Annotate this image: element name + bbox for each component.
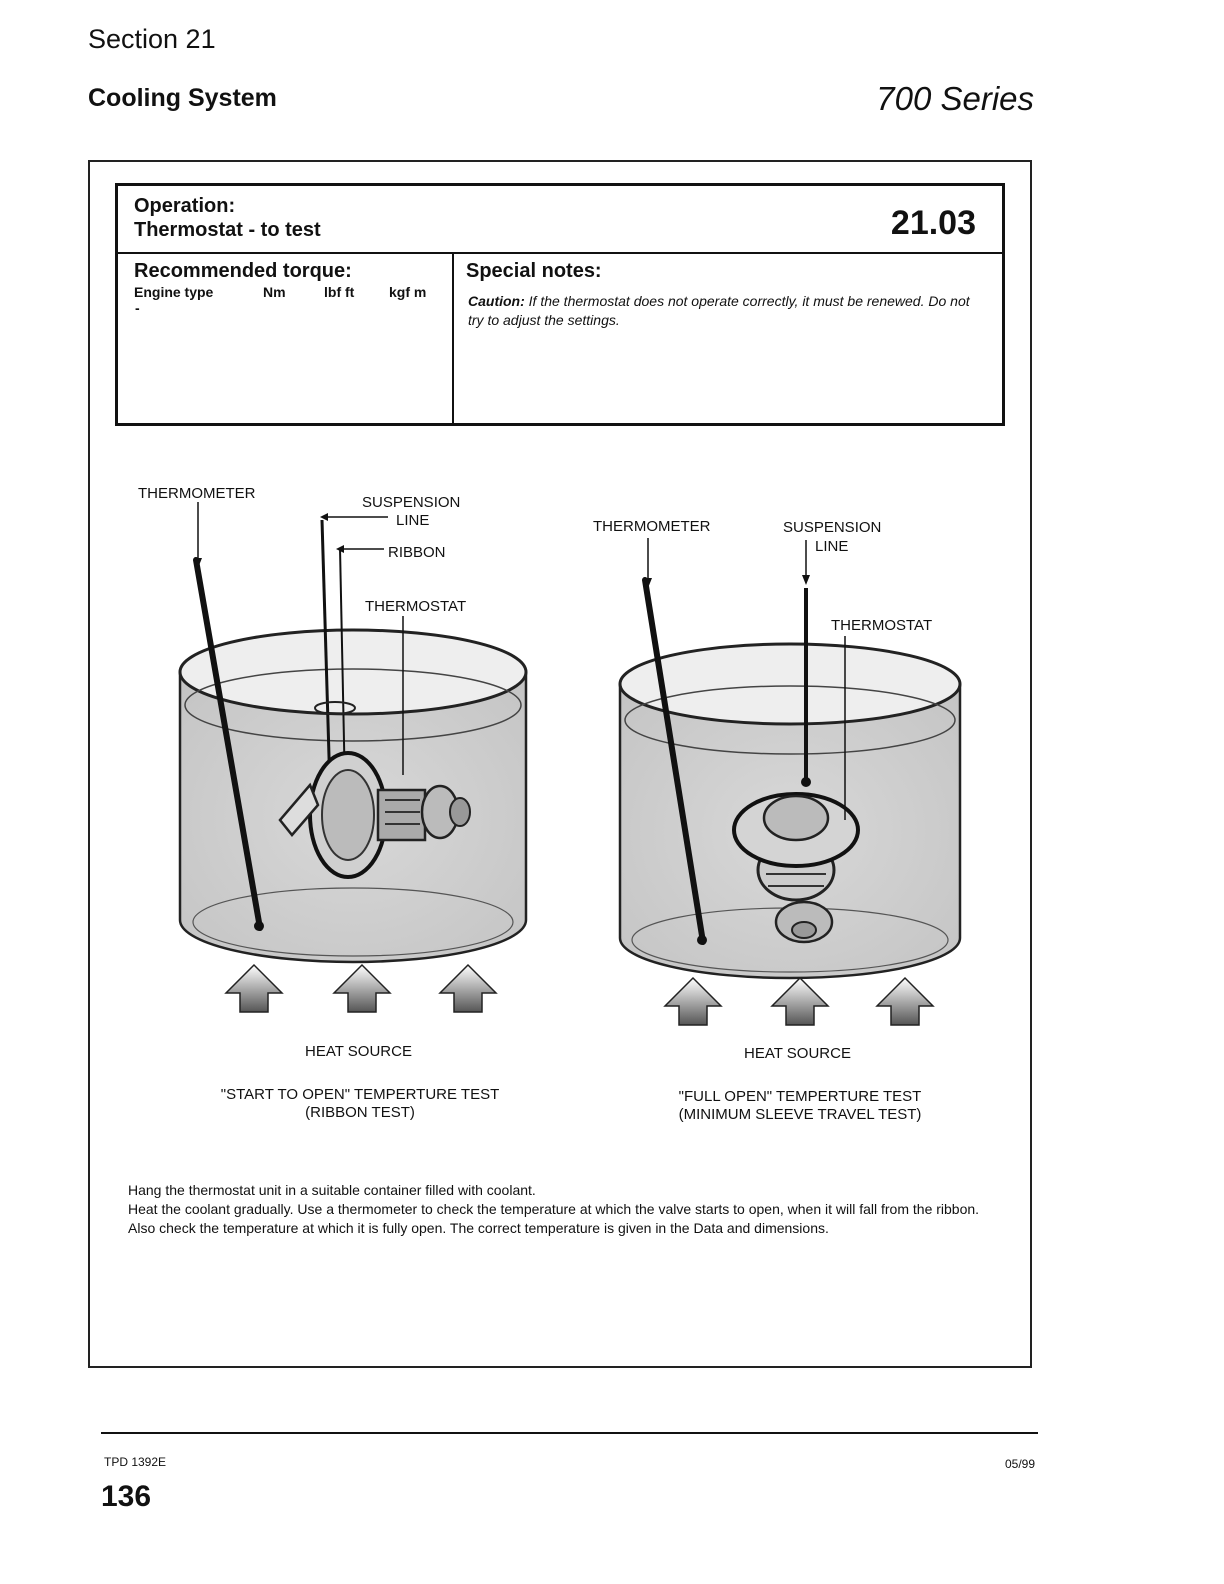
page-number: 136 [101, 1480, 152, 1513]
torque-col-engine-type: Engine type [134, 284, 214, 300]
left-label-line: LINE [396, 512, 430, 529]
right-label-suspension: SUSPENSION [783, 519, 882, 536]
doc-code: TPD 1392E [104, 1455, 167, 1469]
torque-row-value: - [135, 300, 140, 316]
instructions-line2: Heat the coolant gradually. Use a thermometer to check the temperature at which the valve starts to open, when it will fall from the ribbon. Also check the temperature at which it is fully open. The correct temperature is given in the Data and dimensions. [128, 1201, 980, 1236]
doc-date: 05/99 [1005, 1457, 1036, 1471]
right-heat-arrows [665, 978, 933, 1025]
operation-title: Thermostat - to test [134, 219, 321, 241]
right-container-rim [620, 644, 960, 724]
right-label-line: LINE [815, 538, 849, 555]
left-label-ribbon: RIBBON [388, 544, 446, 561]
torque-col-kgfm: kgf m [389, 284, 427, 300]
series-title: 700 Series [876, 80, 1034, 117]
instructions-text [128, 1181, 1008, 1238]
operation-label: Operation: [134, 195, 236, 217]
right-test-figure [620, 538, 960, 1025]
operation-number: 21.03 [890, 204, 976, 242]
left-heat-arrows [226, 965, 496, 1012]
right-label-thermostat: THERMOSTAT [831, 617, 933, 634]
left-container-rim [180, 630, 526, 714]
right-label-heat-source: HEAT SOURCE [744, 1045, 851, 1062]
right-caption-line2: (MINIMUM SLEEVE TRAVEL TEST) [678, 1106, 922, 1123]
left-test-figure [180, 502, 526, 1012]
chapter-title: Cooling System [88, 84, 277, 112]
footer-rule [101, 1432, 1038, 1434]
left-label-thermometer: THERMOMETER [138, 485, 256, 502]
left-caption-line2: (RIBBON TEST) [305, 1104, 415, 1121]
instructions-line1: Hang the thermostat unit in a suitable container filled with coolant. [128, 1182, 536, 1198]
left-label-thermostat: THERMOSTAT [365, 598, 467, 615]
right-caption-line1: "FULL OPEN" TEMPERTURE TEST [678, 1088, 922, 1105]
right-label-thermometer: THERMOMETER [593, 518, 711, 535]
left-label-heat-source: HEAT SOURCE [305, 1043, 412, 1060]
left-caption [208, 1086, 512, 1122]
left-label-suspension: SUSPENSION [362, 494, 461, 511]
torque-title: Recommended torque: [134, 260, 352, 282]
caution-label: Caution: [468, 293, 525, 309]
right-caption [672, 1088, 928, 1124]
section-heading: Section 21 [88, 24, 216, 54]
left-caption-line1: "START TO OPEN" TEMPERTURE TEST [220, 1086, 500, 1103]
special-notes-title: Special notes: [466, 260, 602, 282]
torque-col-lbfft: lbf ft [324, 284, 355, 300]
torque-col-nm: Nm [263, 284, 286, 300]
caution-text: If the thermostat does not operate correctly, it must be renewed. Do not try to adjust the settings. [468, 293, 970, 328]
